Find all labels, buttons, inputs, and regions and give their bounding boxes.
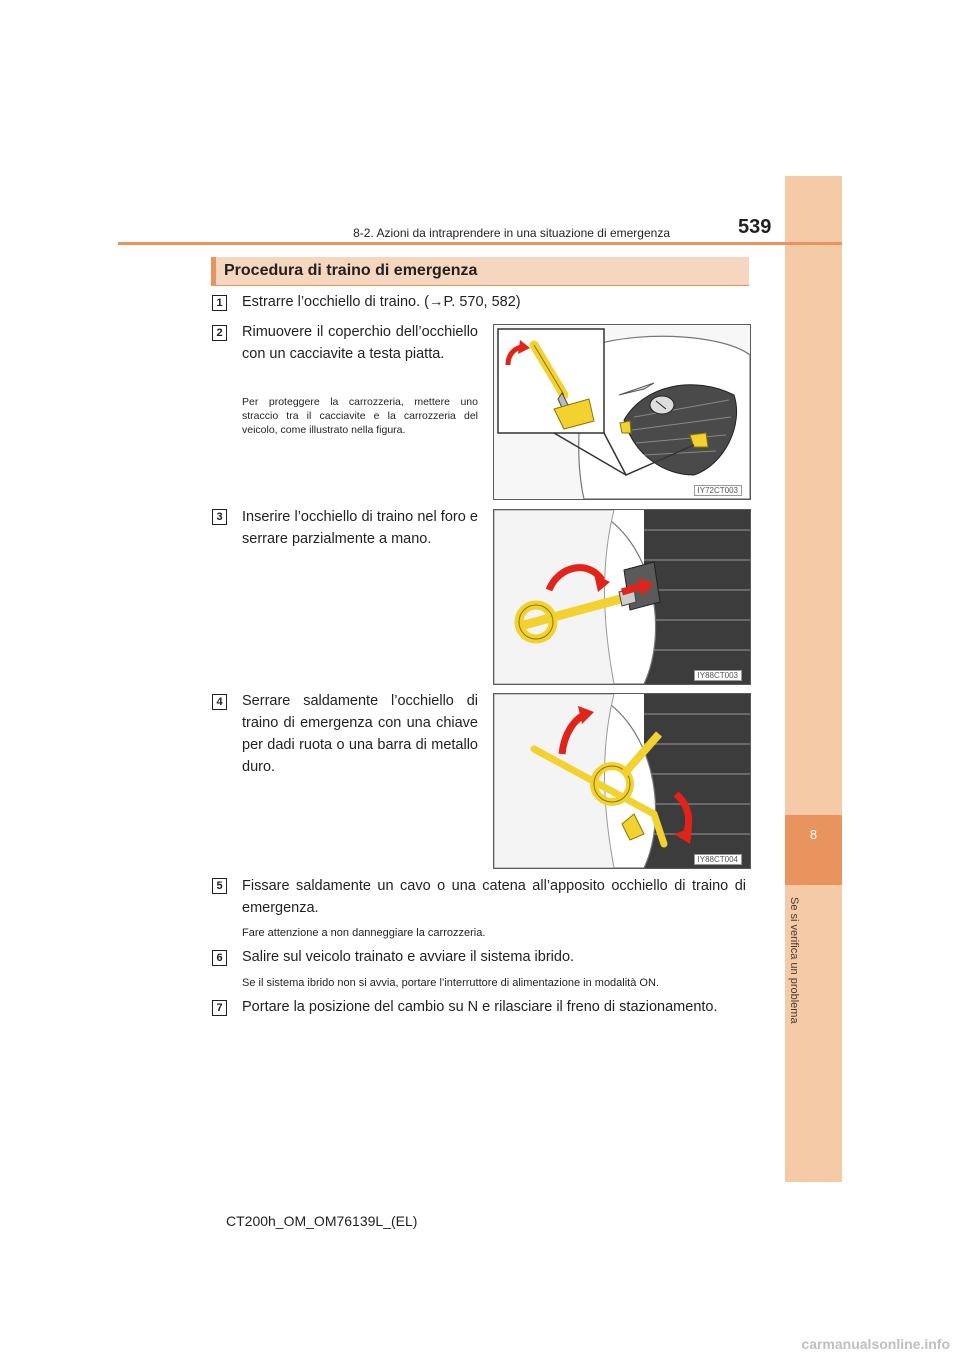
procedure-heading — [211, 257, 749, 285]
car-front-illustration — [494, 325, 750, 499]
manual-code: CT200h_OM_OM76139L_(EL) — [226, 1213, 418, 1229]
step-number-badge: 1 — [212, 295, 227, 311]
figure-remove-cover — [493, 324, 751, 500]
step-number-badge: 6 — [212, 950, 227, 966]
figure-insert-towing-eye — [493, 509, 751, 685]
heading-accent-bar — [211, 257, 216, 285]
step-number-badge: 3 — [212, 509, 227, 525]
step-2-text: Rimuovere il coperchio dell’occhiello con un cacciavite a testa piatta. — [242, 324, 478, 362]
step-number-badge: 2 — [212, 325, 227, 341]
step-7-text: Portare la posizione del cambio su N e rilasciare il freno di stazionamento. — [242, 999, 718, 1015]
heading-underline — [211, 285, 749, 286]
chapter-sidebar — [785, 176, 842, 1182]
step-number-badge: 7 — [212, 1000, 227, 1016]
watermark: carmanualsonline.info — [801, 1336, 950, 1352]
step-1-text: Estrarre l’occhiello di traino. (→P. 570, 582) — [242, 294, 521, 310]
step-number-badge: 4 — [212, 694, 227, 710]
step-3-text: Inserire l’occhiello di traino nel foro e serrare parzialmente a mano. — [242, 509, 478, 547]
step-number-badge: 5 — [212, 878, 227, 894]
step-6-text: Salire sul veicolo trainato e avviare il sistema ibrido. — [242, 949, 575, 965]
chapter-tab — [785, 815, 842, 885]
step-6-note: Se il sistema ibrido non si avvia, portare l’interruttore di alimentazione in modalità ON. — [242, 977, 659, 989]
page-number: 539 — [738, 216, 772, 238]
figure-tighten-towing-eye — [493, 693, 751, 869]
step-5-note: Fare attenzione a non danneggiare la carrozzeria. — [242, 927, 486, 939]
section-title: 8-2. Azioni da intraprendere in una situazione di emergenza — [353, 226, 670, 240]
chapter-title: Se si verifica un problema — [788, 897, 800, 1024]
figure-code: IY88CT003 — [694, 670, 742, 681]
figure-code: IY72CT003 — [694, 485, 742, 496]
towing-eye-insert-illustration — [494, 510, 750, 684]
towing-eye-tighten-illustration — [494, 694, 750, 868]
procedure-heading-text: Procedura di traino di emergenza — [224, 262, 478, 279]
step-5-text: Fissare saldamente un cavo o una catena all’apposito occhiello di traino di emergenza. — [242, 878, 746, 916]
step-4-text: Serrare saldamente l’occhiello di traino di emergenza con una chiave per dadi ruota o una barra di metallo duro. — [242, 693, 478, 775]
header-rule — [118, 242, 842, 245]
figure-code: IY88CT004 — [694, 854, 742, 865]
step-2-note: Per proteggere la carrozzeria, mettere uno straccio tra il cacciavite e la carrozzeria del veicolo, come illustrato nella figura. — [242, 396, 478, 436]
chapter-number: 8 — [809, 827, 818, 842]
